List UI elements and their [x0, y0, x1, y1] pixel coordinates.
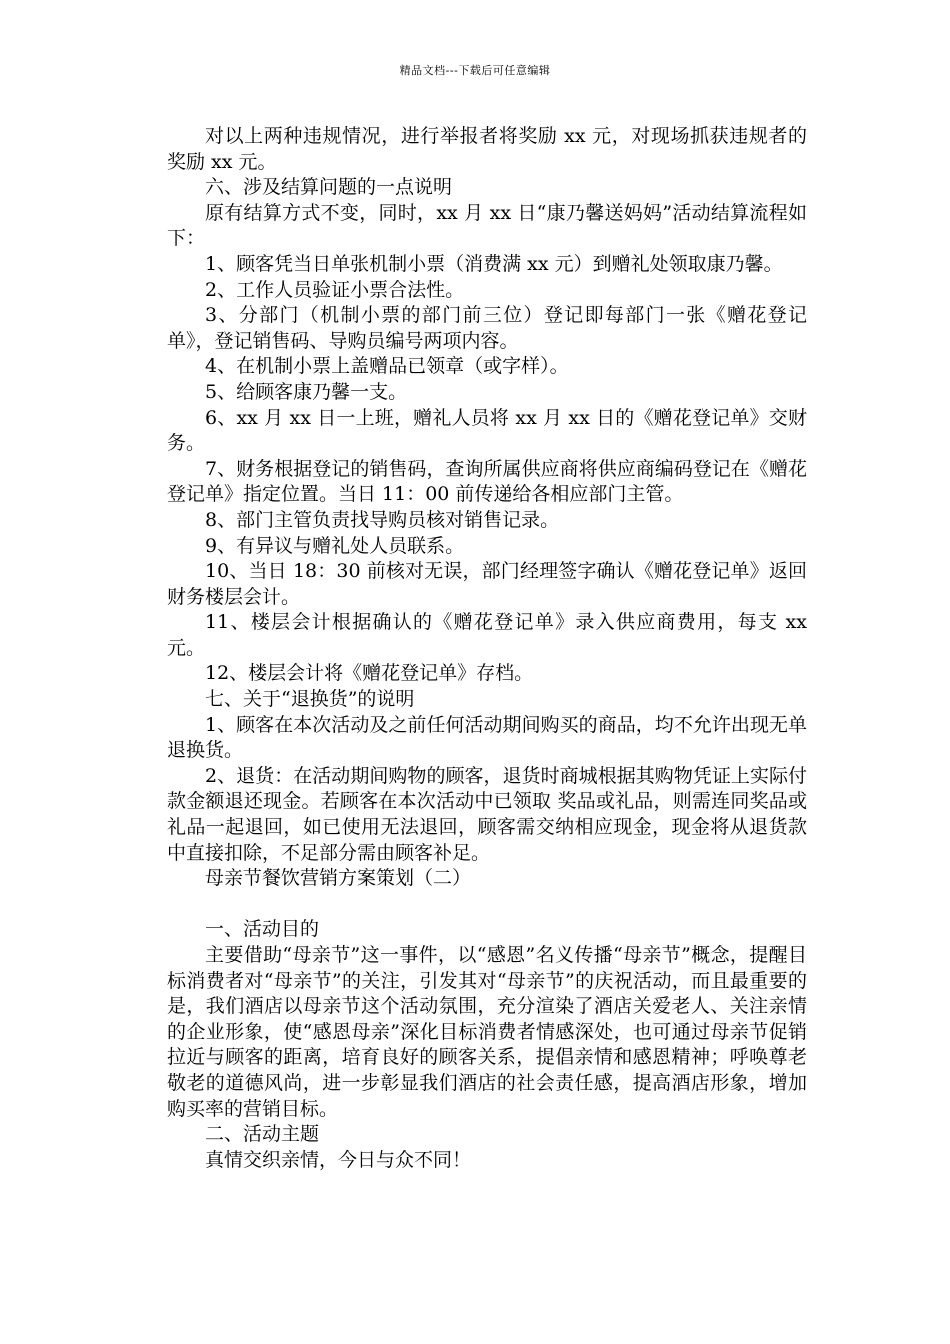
list-item: 1、顾客凭当日单张机制小票（消费满 xx 元）到赠礼处领取康乃馨。	[205, 252, 783, 275]
list-item: 8、部门主管负责找导购员核对销售记录。	[205, 508, 560, 531]
document-body	[167, 124, 807, 1173]
list-item: 6、xx 月 xx 日一上班，赠礼人员将 xx 月 xx 日的《赠花登记单》交财务。	[167, 406, 807, 455]
section-heading: 二、活动主题	[205, 1123, 320, 1146]
paragraph: 对以上两种违规情况，进行举报者将奖励 xx 元，对现场抓获违规者的奖励 xx 元。	[167, 125, 807, 173]
page-header: 精品文档---下载后可任意编辑	[399, 64, 551, 77]
section-heading: 六、涉及结算问题的一点说明	[205, 176, 453, 199]
list-item: 12、楼层会计将《赠花登记单》存档。	[205, 662, 534, 685]
paragraph: 原有结算方式不变，同时，xx 月 xx 日“康乃馨送妈妈”活动结算流程如下：	[167, 201, 807, 250]
paragraph: 真情交织亲情，今日与众不同！	[205, 1148, 472, 1171]
list-item: 2、工作人员验证小票合法性。	[205, 278, 465, 301]
section-heading: 一、活动目的	[205, 918, 320, 941]
list-item: 2、退货：在活动期间购物的顾客，退货时商城根据其购物凭证上实际付款金额退还现金。若顾客在本次活动中已领取 奖品或礼品，则需连同奖品或礼品一起退回，如已使用无法退回，顾客需交纳相应现金，现金将从退货款中直接扣除，不足部分需由顾客补足。	[167, 764, 807, 864]
list-item: 11、楼层会计根据确认的《赠花登记单》录入供应商费用，每支 xx 元。	[167, 611, 807, 659]
paragraph: 主要借助“母亲节”这一事件，以“感恩”名义传播“母亲节”概念，提醒目标消费者对“母亲节”的关注，引发其对“母亲节”的庆祝活动，而且最重要的是，我们酒店以母亲节这个活动氛围，充分渲染了酒店关爱老人、关注亲情的企业形象，使“感恩母亲”深化目标消费者情感深处，也可通过母亲节促销拉近与顾客的距离，培育良好的顾客关系，提倡亲情和感恩精神；呼唤尊老敬老的道德风尚，进一步彰显我们酒店的社会责任感，提高酒店形象，增加购买率的营销目标。	[167, 944, 807, 1120]
blank-line	[167, 892, 807, 918]
list-item: 9、有异议与赠礼处人员联系。	[205, 534, 465, 557]
list-item: 3、分部门（机制小票的部门前三位）登记即每部门一张《赠花登记单》，登记销售码、导购员编号两项内容。	[167, 304, 807, 352]
list-item: 1、顾客在本次活动及之前任何活动期间购买的商品，均不允许出现无单退换货。	[167, 713, 807, 762]
document-subtitle: 母亲节餐饮营销方案策划（二）	[205, 867, 472, 890]
list-item: 7、财务根据登记的销售码，查询所属供应商将供应商编码登记在《赠花登记单》指定位置。当日 11：00 前传递给各相应部门主管。	[167, 457, 807, 506]
section-heading: 七、关于“退换货”的说明	[205, 688, 415, 711]
list-item: 5、给顾客康乃馨一支。	[205, 380, 408, 403]
list-item: 10、当日 18：30 前核对无误，部门经理签字确认《赠花登记单》返回财务楼层会计。	[167, 560, 807, 608]
list-item: 4、在机制小票上盖赠品已领章（或字样）。	[205, 355, 569, 378]
